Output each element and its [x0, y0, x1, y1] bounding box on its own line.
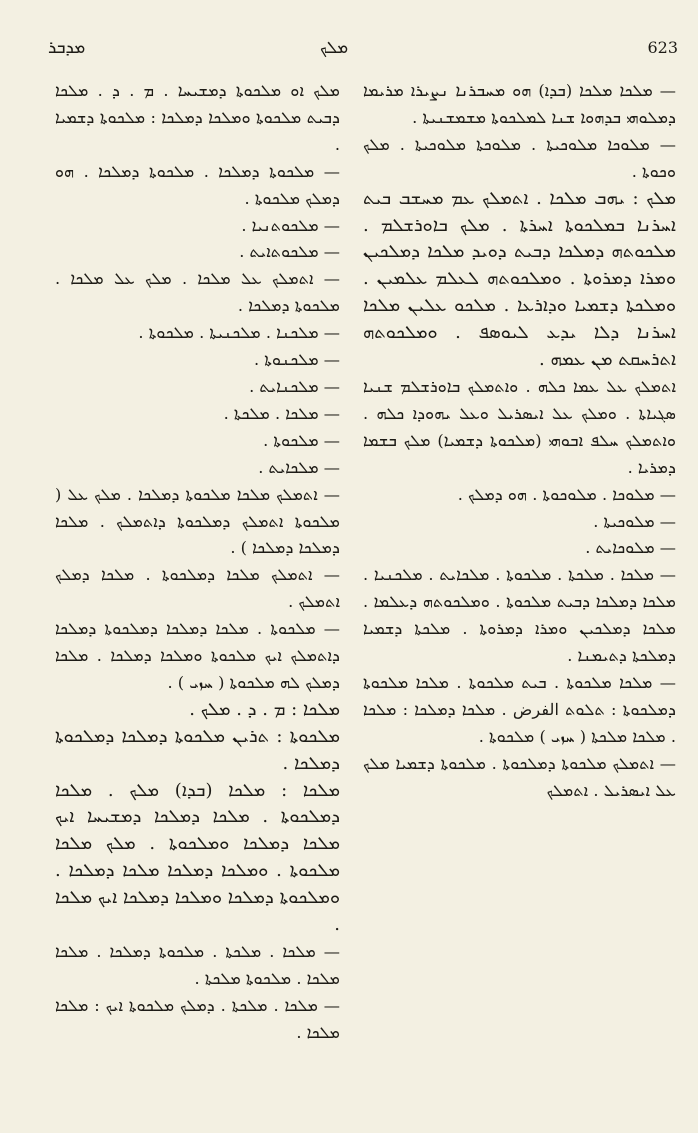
entry: — ܡܠܟܐ ܡܠܟܐ (ܒܕܐ) ܗܘ ܡܚܒܪܢܐ ܢܨܝܪܐ ܡܪܝܡܐ ܕܡܠܘܗܝ ܒܕܗܘܐ ܫܢܐ ܠܡܠܟܘܬܐ ܡܫܡܫܢܝܬܐ . — [363, 81, 676, 127]
right-column — [363, 78, 676, 1088]
entry: — ܡܠܟܢܘܬܐ . — [253, 350, 340, 370]
entry: ܡܠܟܘܬܐ : ܬܪܝܢ ܡܠܟܘܬܐ ܕܡܠܟܐ ܕܡܠܟܘܬܐ ܕܡܠܟܐ . — [55, 725, 340, 774]
entry: — ܡܠܟܐ . ܡܠܟܬܐ . ܕܡܠܟ ܡܠܟܘܬܐ ܐܝܟ : ܡܠܟܐ ܡܠܟܐ . — [55, 995, 340, 1042]
entry: ܡܠܟ ܐܘ ܡܠܟܘܬܐ ܕܡܫܝܚܐ . ܡ . ܕ . ܡܠܟܐ ܕܒܝܬ ܡܠܟܘܬܐ ܘܡܠܟܐ ܕܡܠܟܐ : ܡܠܟܘܬܐ ܕܫܡܝܐ . — [55, 81, 340, 154]
entry: — ܡܠܟܐܝܬ . — [258, 457, 340, 477]
entry: — ܐܬܡܠܟ ܡܠܟܐ ܕܡܠܟܘܬܐ . ܡܠܟܐ ܕܡܠܟ ܐܬܡܠܟ . — [55, 565, 340, 612]
running-head-left: ܡܕܒܪ — [48, 38, 86, 58]
entry: ܡܠܟܐ : ܡܠܟܐ (ܒܕܐ) ܡܠܟ . ܡܠܟܐ ܕܡܠܟܘܬܐ . ܡܠܟܐ ܕܡܠܟܐ ܕܡܫܝܚܐ ܐܝܟ ܡܠܟܐ ܕܡܠܟܐ ܘܡܠܟܘܬܐ . ܡܠܟ ܡܠܟܐ ܡܠܟܘܬܐ . ܘܡܠܟܐ ܕܡܠܟܐ ܡܠܟܐ ܕܡܠܟܐ . ܘܡܠܟܘܬܐ ܕܡܠܟܐ ܘܡܠܟܐ ܕܡܠܟܐ ܐܝܟ ܡܠܟܐ . — [55, 779, 340, 936]
entry: — ܡܠܟܐ . ܡܠܟܬܐ . ܡܠܟܘܬܐ . ܡܠܟܐܝܬ . ܡܠܟܢܝܐ . ܡܠܟܐ ܕܡܠܟܐ ܕܒܝܬ ܡܠܟܘܬܐ . ܘܡܠܟܘܬܗ ܕܥܠܡܐ . ܡܠܟܐ ܕܡܠܟܝܢ ܘܡܪܐ ܕܡܪܘܬܐ . ܡܠܟܬܐ ܕܫܡܝܐ ܕܡܠܟܬܐ ܕܬܝܡܢܐ . — [363, 565, 676, 666]
entry: — ܡܠܘܟܐܝܬ . — [585, 538, 676, 558]
entry: — ܡܠܟܐ ܡܠܟܘܬܐ . ܒܝܬ ܡܠܟܘܬܐ . ܡܠܟܐ ܡܠܟܘܬܐ ܕܡܠܟܘܬܐ : ܬܠܘܬ الفرض . ܡܠܟܐ ܕܡܠܟܐ : ܡܠܟܐ . ܡܠܟܐ ܡܠܟܬܐ ( ܚܙܝ ) ܡܠܟܘܬܐ . — [363, 672, 676, 746]
entry: — ܡܠܟܐ . ܡܠܟܬܐ . — [223, 403, 340, 423]
left-column — [55, 78, 340, 1088]
page-header — [48, 38, 678, 66]
entry: — ܡܠܟܐ . ܡܠܟܬܐ . ܡܠܟܘܬܐ ܕܡܠܟܐ . ܡܠܟܐ ܡܠܟܐ . ܡܠܟܘܬܐ ܡܠܟܬܐ . — [55, 942, 340, 988]
entry: ܐܬܡܠܟ ܥܠ ܥܡܐ ܟܠܗ . ܘܐܬܡܠܟ ܒܐܘܪܫܠܡ ܫܢܝܐ ܣܓܝܐܬܐ . ܘܡܠܟ ܥܠ ܐܝܣܪܝܠ ܘܥܠ ܝܗܘܕܐ ܟܠܗ . ܘܐܬܡܠܟ ܚܠܦ ܐܒܘܗܝ (ܡܠܟܘܬܐ ܕܫܡܝܐ) ܡܠܟ ܒܫܡܐ ܕܡܪܝܐ . — [363, 376, 676, 477]
entry: — ܡܠܟܢܐܝܬ . — [249, 376, 340, 396]
entry: — ܐܬܡܠܟ ܥܠ ܡܠܟܐ . ܡܠܟ ܥܠ ܡܠܟܐ . ܡܠܟܘܬܐ ܕܡܠܟܐ . — [55, 269, 340, 316]
entry: — ܐܬܡܠܟ ܡܠܟܘܬܐ ܕܡܠܟܘܬܐ . ܡܠܟܘܬܐ ܕܫܡܝܐ ܡܠܟ ܥܠ ܐܝܣܪܝܠ . ܐܬܡܠܟ — [363, 753, 676, 800]
entry: — ܡܠܘܟܐ ܡܠܘܟܝܬܐ . ܡܠܘܟܬܐ ܡܠܘܟܝܬܐ . ܡܠܟ ܘܟܘܬܐ . — [363, 134, 676, 181]
entry: — ܡܠܟܘܬܐ . ܡܠܟܐ ܕܡܠܟܐ ܕܡܠܟܘܬܐ ܕܡܠܟܐ ܕܐܬܡܠܟ ܐܝܟ ܡܠܟܘܬܐ ܘܡܠܟܐ ܕܡܠܟܐ . ܡܠܟܐ ܕܡܠܟ ܠܗ ܡܠܟܘܬܐ ( ܚܙܝ ) . — [55, 619, 340, 692]
entry: — ܡܠܟܘܬܢܝܐ . — [241, 215, 340, 235]
entry: — ܐܬܡܠܟ ܡܠܟܐ ܡܠܟܘܬܐ ܕܡܠܟܐ . ܡܠܟ ܥܠ ( ܡܠܟܘܬܐ ܐܬܡܠܟ ܕܡܠܟܘܬܐ ܕܐܬܡܠܟ . ܡܠܟܐ ܕܡܠܟܐ ܕܡܠܟܐ ) . — [55, 484, 340, 558]
page-number: 623 — [647, 38, 678, 57]
running-head-center: ܡܠܟ — [320, 38, 349, 58]
entry: — ܡܠܘܟܝܬܐ . — [593, 511, 676, 531]
entry: ܡܠܟ : ܝܗܒ ܡܠܟܐ . ܐܬܡܠܟ ܥܡ ܡܚܫܒ ܒܝܬ ܐܚܪܢܐ ܒܡܠܟܘܬܐ ܐܚܪܬܐ . ܡܠܟ ܒܐܘܪܫܠܡ . ܡܠܟܘܬܗ ܕܡܠܟܐ ܕܒܝܬ ܕܘܝܕ ܡܠܟܐ ܕܡܠܟܝܢ ܘܡܪܐ ܕܡܪܘܬܐ . ܘܡܠܟܘܬܗ ܠܥܠܡ ܥܠܡܝܢ . ܘܡܠܟܬܐ ܕܫܡܝܐ ܘܕܐܪܥܐ . ܡܠܟܘ ܥܠܝܢ ܡܠܟܐ ܐܚܪܢܐ ܕܠܐ ܝܕܥ ܠܝܘܣܦ . ܘܡܠܟܘܬܗ ܐܬܪܚܩܬ ܡܢ ܥܡܗ . — [363, 187, 676, 371]
entry: — ܡܠܟܘܬܐ ܕܡܠܟܐ . ܡܠܟܘܬܐ ܕܡܠܟܐ . ܗܘ ܕܡܠܟ ܡܠܟܘܬܐ . — [55, 161, 340, 208]
entry: ܡܠܟܐ : ܡ . ܕ . ܡܠܟ . — [189, 698, 340, 720]
entry: — ܡܠܟܘܬܐ . — [263, 430, 340, 450]
entry: — ܡܠܟܘܬܐܝܬ . — [239, 242, 340, 262]
entry: — ܡܠܘܟܐ . ܡܠܘܟܘܬܐ . ܗܘ ܕܡܠܟ . — [457, 484, 676, 504]
entry: — ܡܠܟܢܐ . ܡܠܟܢܝܬܐ . ܡܠܟܘܬܐ . — [138, 323, 340, 343]
